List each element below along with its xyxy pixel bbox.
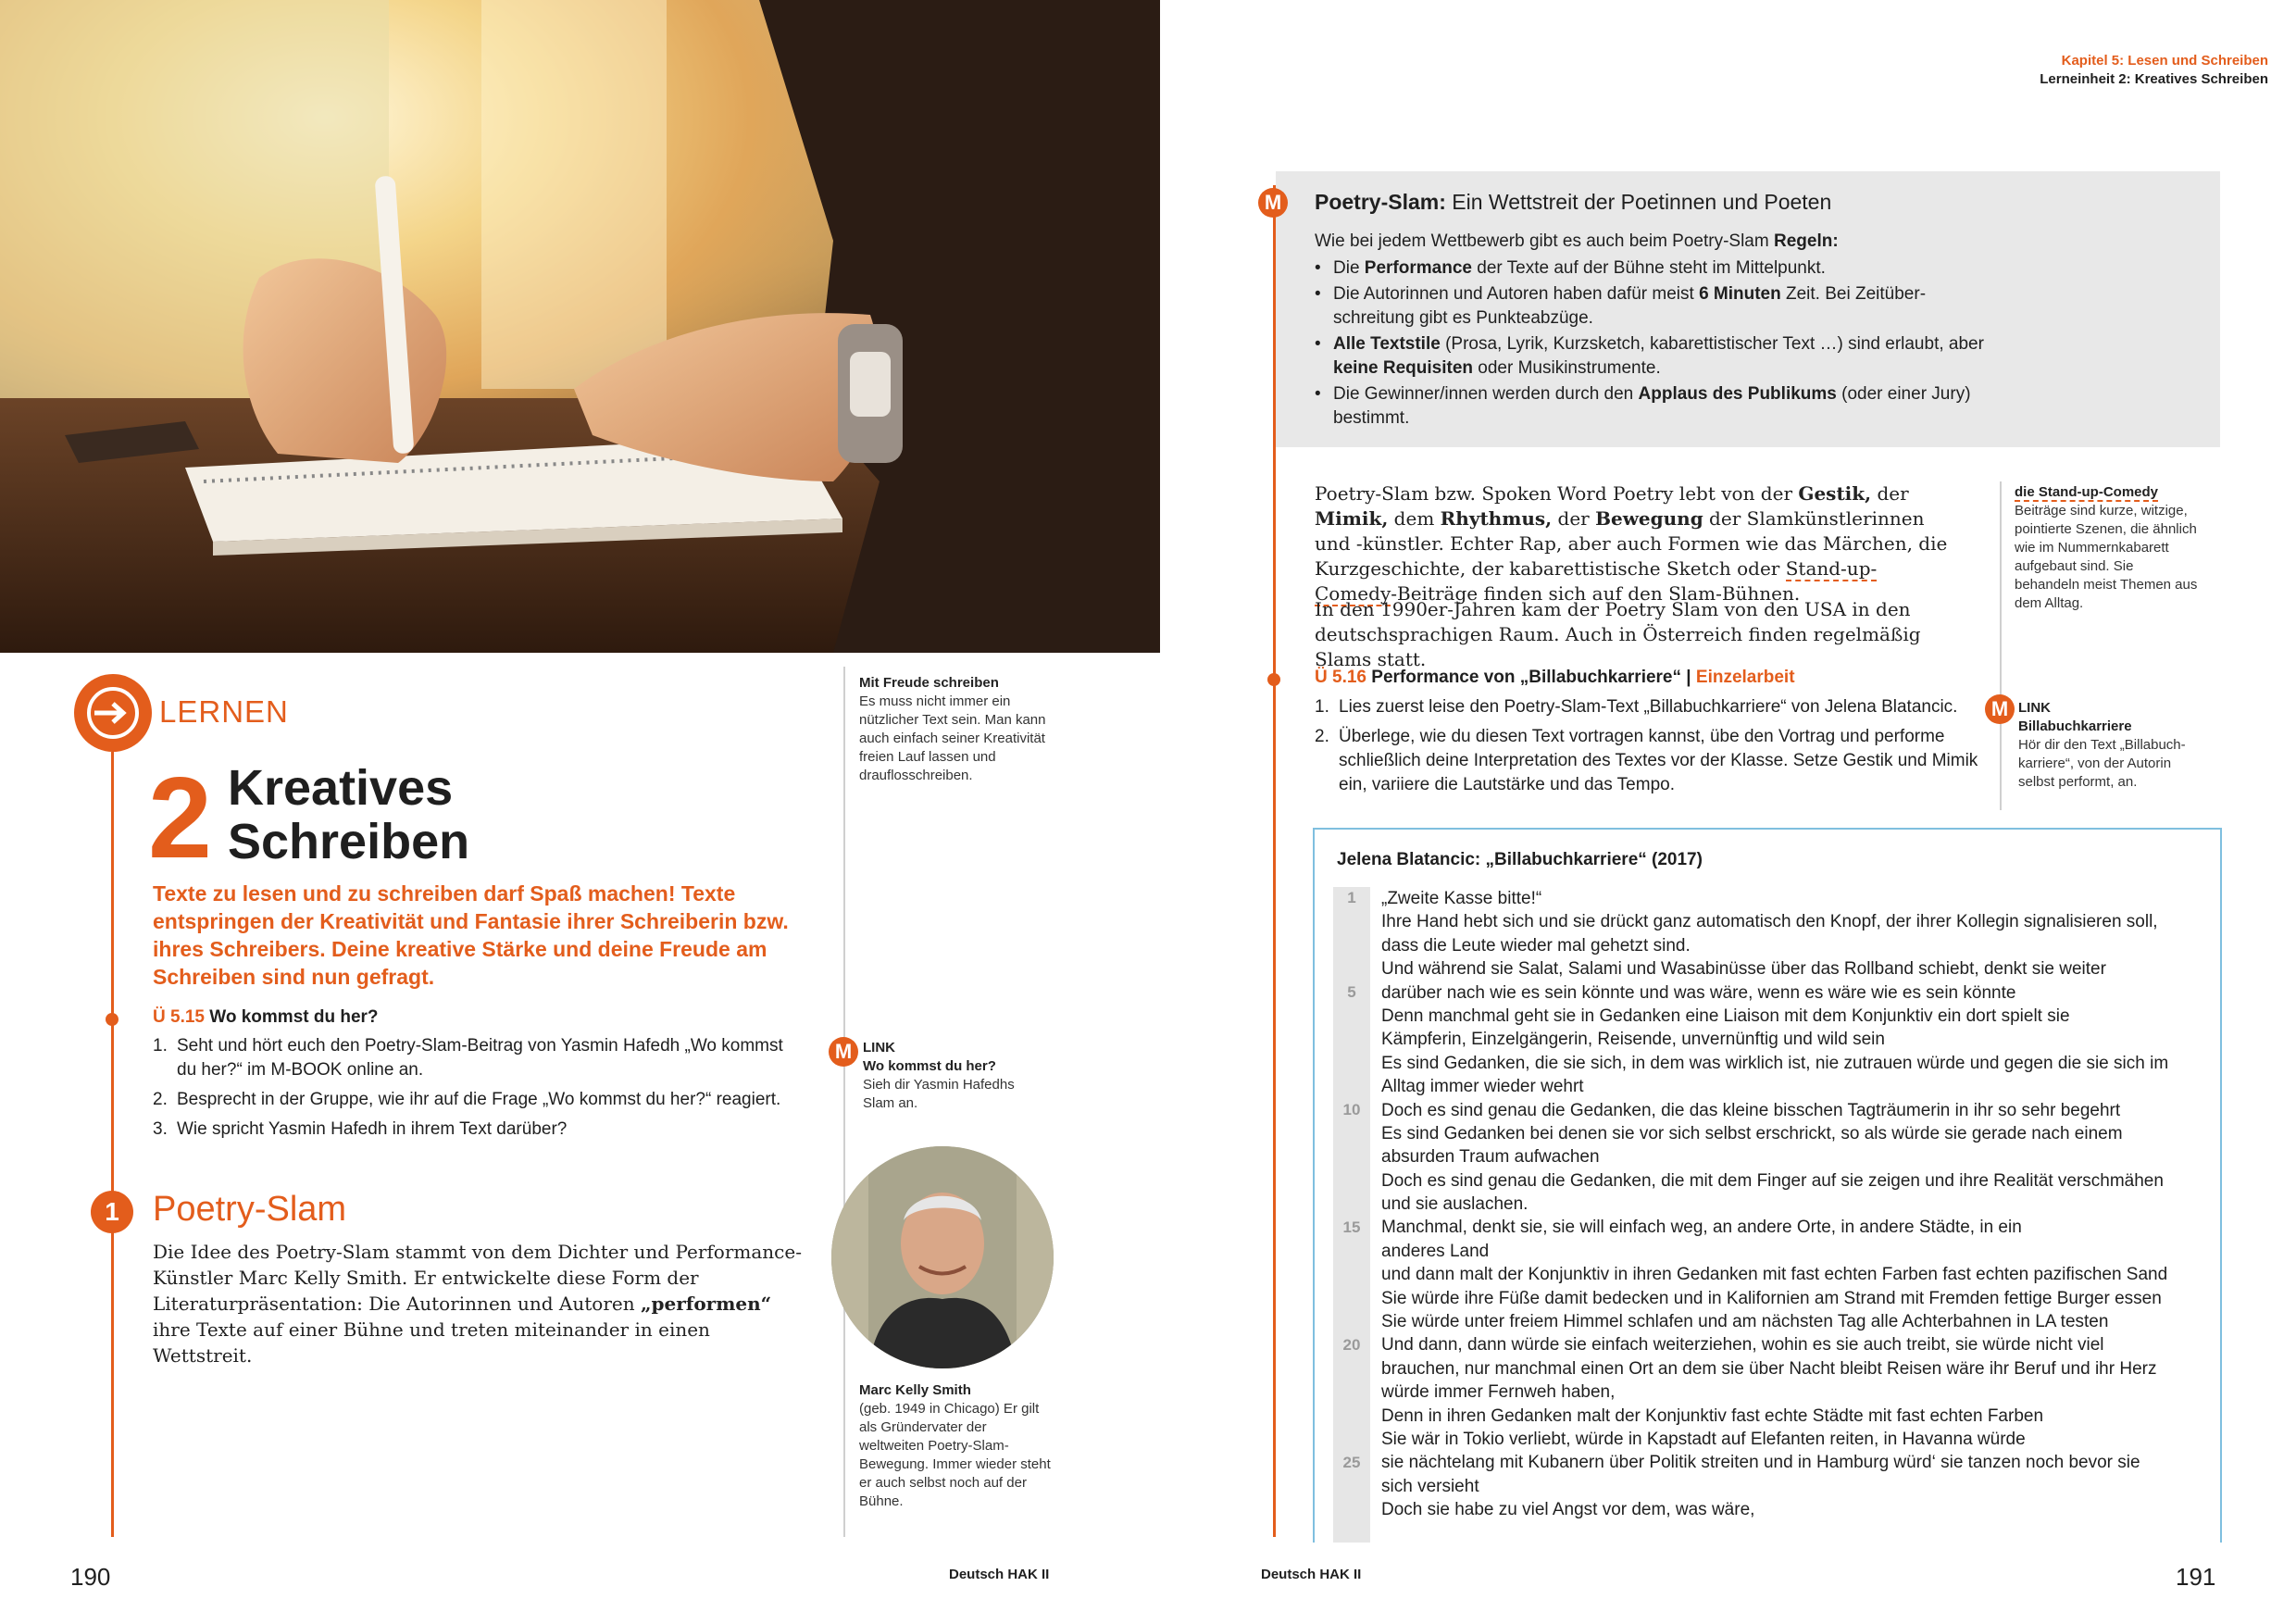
poem-line: Denn in ihren Gedanken malt der Konjunktiv fast echte Städte mit fast echten Farben [1381,1405,2044,1426]
right-margin-rule [2000,481,2002,810]
section-body: Die Idee des Poetry-Slam stammt von dem Dichter und Performance-Künstler Marc Kelly Smith. Er entwickelte diese Form der Literaturpräsentation: Die Autorinnen und Autoren „performen“ ihre Texte auf einer Bühne und treten miteinander in einen Wettstreit. [153,1241,802,1367]
left-margin-rule [843,667,845,1537]
poem-line: dass die Leute wieder mal gehetzt sind. [1381,935,1691,956]
poem-line: Und während sie Salat, Salami und Wasabinüsse über das Rollband schiebt, denkt sie weiter [1381,959,2106,980]
title-line-1: Kreatives [228,760,454,816]
section-number: 1 [105,1197,119,1226]
exercise-heading: Ü 5.16 Performance von „Billabuchkarriere“ | Einzelarbeit [1315,668,1795,687]
exercise-id: Ü 5.15 [153,1007,205,1027]
portrait-caption: Marc Kelly Smith (geb. 1949 in Chicago) Er gilt als Gründervater der weltweiten Poetry-Slam-Bewegung. Immer wieder steht er auch selbst noch auf der Bühne. [859,1382,1051,1509]
poem-line: Denn manchmal geht sie in Gedanken eine Liaison mit dem Konjunktiv ein dort spielt sie [1381,1006,2070,1026]
poem-line-number: 15 [1342,1218,1361,1236]
link-billabuchkarriere[interactable]: LINK Billabuchkarriere Hör dir den Text „Billabuchkarriere“, von der Autorin selbst performt, an. [2018,700,2186,790]
poem-line: Ihre Hand hebt sich und sie drückt ganz automatisch den Knopf, der ihrer Kollegin signalisieren soll, [1381,912,2158,932]
list-item: • Die Autorinnen und Autoren haben dafür meist 6 Minuten Zeit. Bei Zeitüberschreitung gibt es Punkteabzüge. [1315,282,2000,331]
method-box-intro: Wie bei jedem Wettbewerb gibt es auch beim Poetry-Slam Regeln: [1315,231,1839,251]
body-paragraph-1: Poetry-Slam bzw. Spoken Word Poetry lebt von der Gestik, der Mimik, dem Rhythmus, der Bewegung der Slamkünstlerinnen und -künstler. Echter Rap, aber auch Formen wie das Märchen, die Kurzgeschichte, der kabarettistische Sketch oder Stand-up-Comedy-Beiträge finden sich auf den Slam-Bühnen. [1315,482,1948,605]
poem-line-number: 20 [1342,1335,1361,1354]
poem-line: darüber nach wie es sein könnte und was wäre, wenn es wäre wie es sein könnte [1381,982,2016,1003]
section-title: Poetry-Slam [153,1190,347,1229]
rules-list [1315,256,2000,432]
poem-line: Manchmal, denkt sie, sie will einfach weg, an andere Orte, in andere Städte, in ein [1381,1218,2022,1238]
poem-line: Es sind Gedanken, die sie sich, in dem was wirklich ist, nie zutrauen würde und gegen die sie sich im [1381,1053,2169,1073]
poem-line: sie nächtelang mit Kubanern über Politik streiten und in Hamburg würd‘ sie tanzen noch bevor sie [1381,1453,2140,1473]
exercise-list [1315,695,1981,803]
list-item: 1. Seht und hört euch den Poetry-Slam-Beitrag von Yasmin Hafedh „Wo kommst du her?“ im M-BOOK online an. [153,1036,783,1080]
poem-line: anderes Land [1381,1241,1490,1261]
poem-line: Und dann, dann würde sie einfach weiterziehen, wohin es sie auch treibt, sie würde nicht viel [1381,1335,2104,1355]
unit-number: 2 [148,755,212,882]
poem-line: Doch es sind genau die Gedanken, die mit dem Finger auf sie zeigen und ihre Realität verschmähen [1381,1170,2164,1191]
list-item: • Die Performance der Texte auf der Bühne steht im Mittelpunkt. [1315,256,2000,281]
exercise-id: Ü 5.16 [1315,668,1366,687]
title-line-2: Schreiben [228,814,470,869]
exercise-title: Wo kommst du her? [209,1007,379,1027]
unit-header: Lerneinheit 2: Kreatives Schreiben [2040,71,2268,87]
poem-line: würde immer Fernweh haben, [1381,1382,1616,1403]
poem-line: Sie würde ihre Füße damit bedecken und in Kalifornien am Strand mit Fremden fettige Burger essen [1381,1288,2162,1308]
poem-line: Sie würde unter freiem Himmel schlafen und am nächsten Tag alle Achterbahnen in LA testen [1381,1312,2109,1332]
poem-line-number: 10 [1342,1100,1361,1118]
left-timeline [111,752,114,1537]
poem-line: und dann malt der Konjunktiv in ihren Gedanken mit fast echten Farben fast echten pazifischen Sand [1381,1265,2168,1285]
poem-line: Kämpferin, Einzelgängerin, Reisende, unvernünftig und wild sein [1381,1030,1885,1050]
margin-note-standup: die Stand-up-Comedy Beiträge sind kurze, witzige, pointierte Szenen, die ähnlich wie im Nummernkabarett aufgebaut sind. Sie behandeln meist Themen aus dem Alltag. [2015,484,2198,611]
list-item: 1. Lies zuerst leise den Poetry-Slam-Text „Billabuchkarriere“ von Jelena Blatancic. [1315,697,1958,717]
list-item: • Die Gewinner/innen werden durch den Applaus des Publikums (oder einer Jury) bestimmt. [1315,382,2000,431]
footer-right: Deutsch HAK II [1261,1567,1362,1582]
m-link-icon: M [829,1037,858,1067]
writing-hand-photo [0,0,1160,653]
poem-line-number: 5 [1347,982,1356,1001]
list-item: • Alle Textstile (Prosa, Lyrik, Kurzsketch, kabarettistischer Text …) sind erlaubt, aber keine Requisiten oder Musikinstrumente. [1315,332,2000,381]
list-item: 2. Überlege, wie du diesen Text vortragen kannst, übe den Vortrag und performe schließlich deine Interpretation des Textes vor der Klasse. Setze Gestik und Mimik ein, variiere die Lautstärke und das Tempo. [1315,727,1978,794]
body-paragraph-2: In den 1990er-Jahren kam der Poetry Slam von den USA in den deutschsprachigen Raum. Auch in Österreich finden regelmäßig Slams statt. [1315,598,1921,670]
exercise-list [153,1034,801,1147]
poem-line-number: 25 [1342,1453,1361,1471]
lernen-icon [74,674,152,752]
poem-line: absurden Traum aufwachen [1381,1147,1600,1168]
margin-note-freude: Mit Freude schreiben Es muss nicht immer ein nützlicher Text sein. Man kann auch einfach seiner Kreativität freien Lauf lassen und drauflosschreiben. [859,675,1046,783]
method-box-title: Poetry-Slam: Ein Wettstreit der Poetinnen und Poeten [1315,190,1832,214]
poem-line: „Zweite Kasse bitte!“ [1381,889,1542,908]
section-number-badge [91,1191,133,1233]
poem-line: Doch es sind genau die Gedanken, die das kleine bisschen Tagträumerin in ihr so sehr begehrt [1381,1100,2121,1120]
poem-line: Alltag immer wieder wehrt [1381,1077,1584,1097]
section-label: LERNEN [159,694,289,729]
page-number-right: 191 [2176,1563,2216,1591]
poem-line: Doch sie habe zu viel Angst vor dem, was wäre, [1381,1500,1755,1520]
list-item: 2. Besprecht in der Gruppe, wie ihr auf die Frage „Wo kommst du her?“ reagiert. [153,1090,781,1109]
poem-line: und sie auslachen. [1381,1194,1529,1215]
m-method-icon: M [1258,188,1288,218]
exercise-mode: Einzelarbeit [1695,668,1795,687]
poem-line: Sie wär in Tokio verliebt, würde in Kapstadt auf Elefanten reiten, in Havanna würde [1381,1429,2026,1449]
poem-line: Es sind Gedanken bei denen sie vor sich selbst erschrickt, so als würde sie gerade nach einem [1381,1123,2123,1143]
link-yasmin[interactable]: LINK Wo kommst du her? Sieh dir Yasmin Hafedhs Slam an. [863,1040,1015,1111]
glossary-term[interactable]: Stand-up-Comedy [1315,557,1878,605]
poem-line: brauchen, nur manchmal einen Ort an dem sie über Nacht bleibt Reisen wäre ihr Beruf und ihr Herz [1381,1358,2157,1379]
footer-left: Deutsch HAK II [949,1567,1050,1582]
m-link-icon: M [1985,694,2015,724]
exercise-dot [106,1013,119,1026]
poem-line: sich versieht [1381,1476,1479,1496]
chapter-header: Kapitel 5: Lesen und Schreiben [2061,53,2268,69]
intro-text: Texte zu lesen und zu schreiben darf Spaß machen! Texte entspringen der Kreativität und Fantasie ihrer Schreiberin bzw. ihres Schreibers. Deine kreative Stärke und deine Freude am Schreiben sind nun gefragt. [153,881,789,989]
page-number-left: 190 [70,1563,111,1591]
exercise-title: Performance von „Billabuchkarriere“ [1371,668,1682,687]
marc-kelly-smith-portrait [831,1146,1054,1368]
poem-title: Jelena Blatancic: „Billabuchkarriere“ (2017) [1337,850,1703,869]
poem-lines [1381,887,2205,1522]
poem-box [1313,828,2222,1543]
exercise-heading [153,1007,379,1028]
poem-line-number: 1 [1347,889,1356,906]
page-title [228,761,469,868]
list-item: 3. Wie spricht Yasmin Hafedh in ihrem Text darüber? [153,1119,568,1139]
exercise-dot [1267,673,1280,686]
